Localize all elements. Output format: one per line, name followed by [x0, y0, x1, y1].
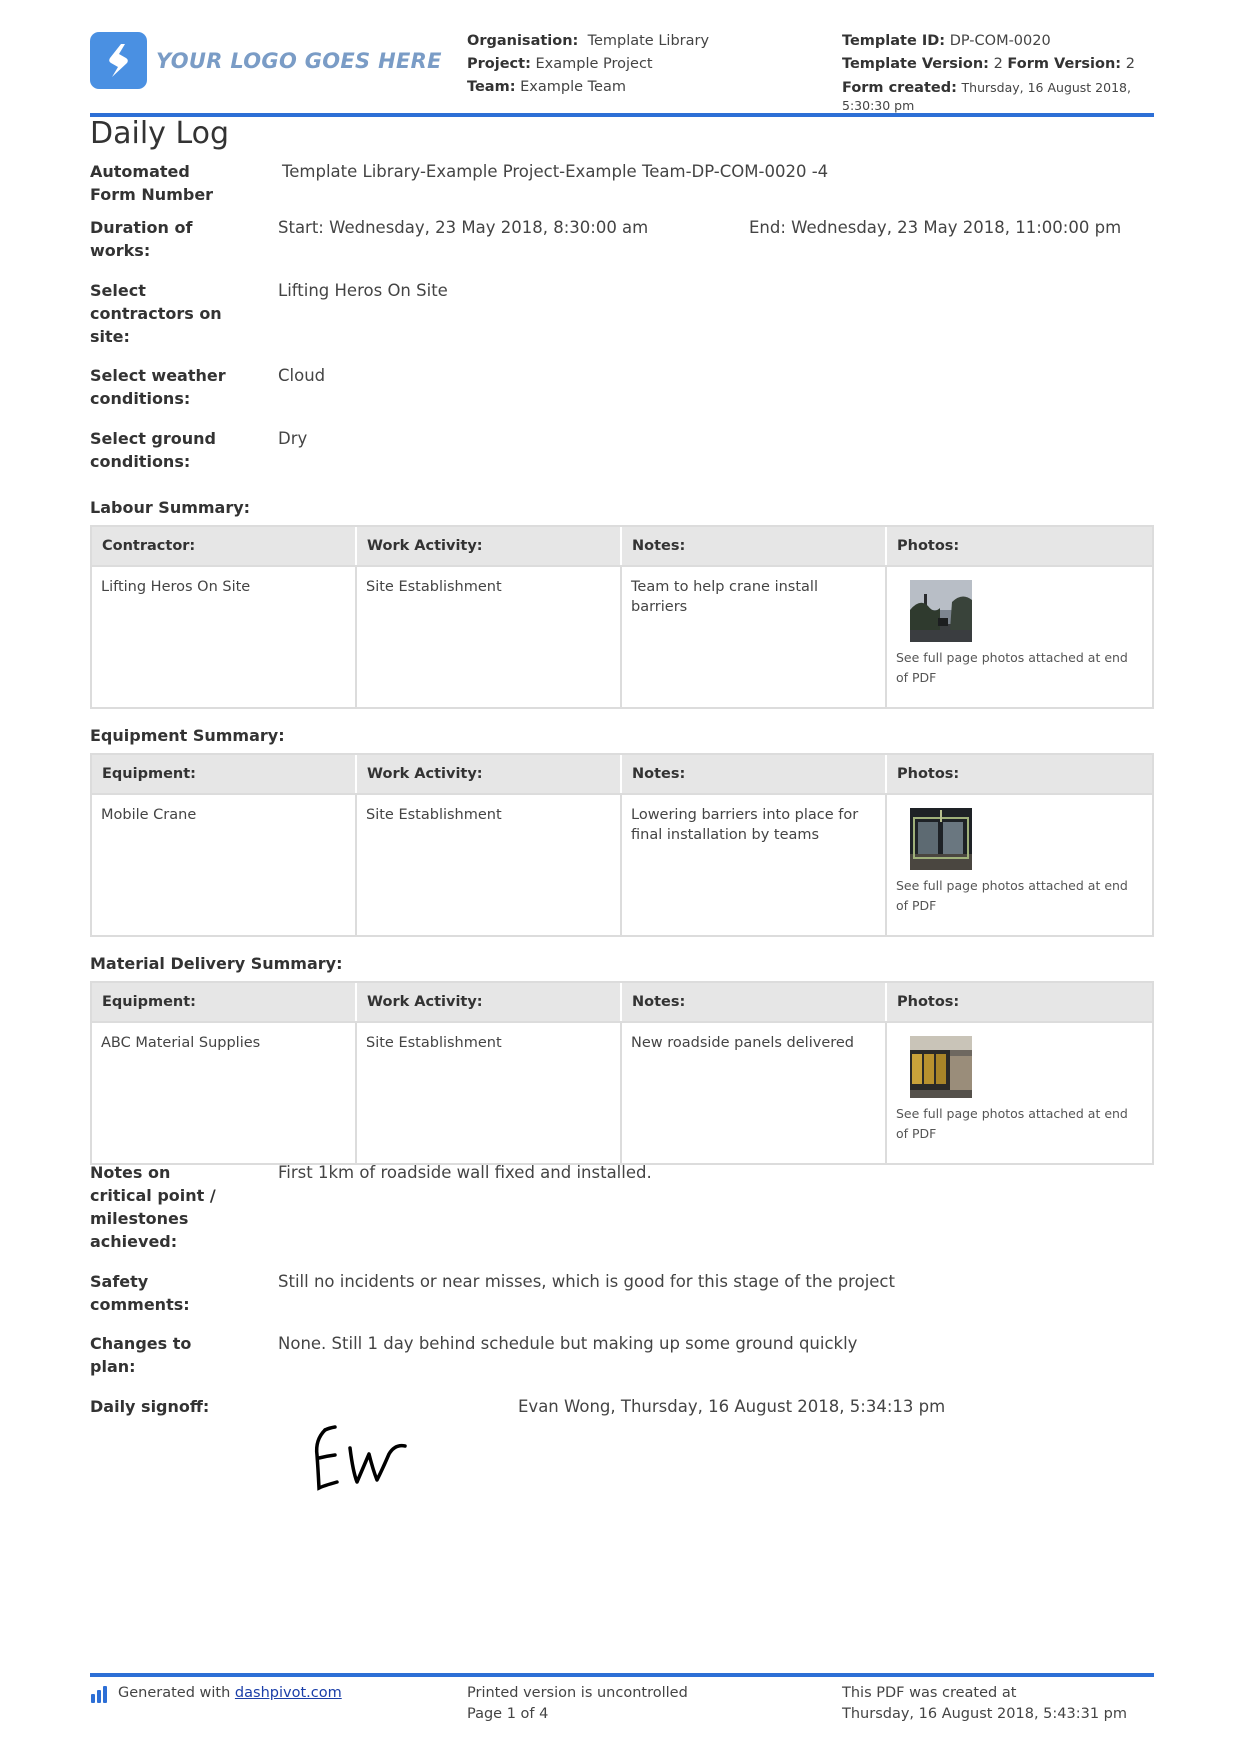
weather-label: Select weather conditions: — [90, 366, 226, 408]
form-number-label: Automated Form Number — [90, 162, 214, 204]
column-header: Photos: — [887, 527, 1152, 565]
form-number-value: Template Library-Example Project-Example Team-DP-COM-0020 -4 — [282, 162, 829, 181]
ground-value: Dry — [278, 429, 308, 448]
duration-label: Duration of works: — [90, 218, 193, 260]
page-header — [90, 28, 1154, 116]
column-header: Photos: — [887, 755, 1152, 793]
printed-note: Printed version is uncontrolled — [467, 1685, 688, 1701]
column-header: Equipment: — [92, 983, 357, 1021]
column-header: Notes: — [622, 755, 887, 793]
table-cell: Site Establishment — [357, 565, 622, 707]
table-cell: New roadside panels delivered — [622, 1021, 887, 1163]
contractors-label: Select contractors on site: — [90, 281, 222, 346]
table-header-row — [92, 527, 1152, 565]
form-created-value: Thursday, 16 August 2018, 5:30:30 pm — [842, 80, 1131, 113]
column-header: Notes: — [622, 527, 887, 565]
team-label: Team: — [467, 79, 516, 95]
column-header: Work Activity: — [357, 755, 622, 793]
equipment-summary-title: Equipment Summary: — [90, 726, 285, 745]
labour-summary-title: Labour Summary: — [90, 498, 251, 517]
column-header: Work Activity: — [357, 983, 622, 1021]
weather-value: Cloud — [278, 366, 326, 385]
column-header: Equipment: — [92, 755, 357, 793]
logo-icon — [90, 32, 147, 89]
photo-note: See full page photos attached at end of PDF — [896, 650, 1128, 685]
table-cell: Team to help crane install barriers — [622, 565, 887, 707]
site-photo-thumbnail[interactable] — [910, 580, 972, 642]
pdf-created-label: This PDF was created at — [842, 1685, 1017, 1701]
table-cell: Site Establishment — [357, 1021, 622, 1163]
footer-rule — [90, 1673, 1154, 1677]
safety-label: Safety comments: — [90, 1272, 190, 1314]
photo-note: See full page photos attached at end of PDF — [896, 878, 1128, 913]
organisation-value: Template Library — [587, 33, 710, 49]
signature-image — [305, 1410, 445, 1510]
form-created-label: Form created: — [842, 80, 957, 96]
table-header-row — [92, 983, 1152, 1021]
material-summary-title: Material Delivery Summary: — [90, 954, 343, 973]
column-header: Photos: — [887, 983, 1152, 1021]
form-version-label: Form Version: — [1007, 56, 1122, 72]
labour-summary-table — [90, 525, 1154, 709]
signoff-label: Daily signoff: — [90, 1397, 210, 1416]
table-cell: Lifting Heros On Site — [92, 565, 357, 707]
footer-print-info — [467, 1683, 688, 1725]
table-header-row — [92, 755, 1152, 793]
template-version-label: Template Version: — [842, 56, 989, 72]
duration-start: Start: Wednesday, 23 May 2018, 8:30:00 am — [278, 218, 649, 237]
column-header: Work Activity: — [357, 527, 622, 565]
template-id-value: DP-COM-0020 — [949, 33, 1051, 49]
table-cell: Mobile Crane — [92, 793, 357, 935]
table-cell: Site Establishment — [357, 793, 622, 935]
equipment-summary-table — [90, 753, 1154, 937]
photos-cell — [887, 793, 1152, 935]
project-value: Example Project — [535, 56, 653, 72]
template-version-value: 2 — [993, 56, 1003, 72]
page-title: Daily Log — [90, 116, 230, 151]
header-template-info — [842, 30, 1154, 115]
milestones-value: First 1km of roadside wall fixed and installed. — [278, 1163, 652, 1182]
project-label: Project: — [467, 56, 531, 72]
footer-pdf-info — [842, 1683, 1127, 1725]
team-value: Example Team — [520, 79, 626, 95]
page-number: Page 1 of 4 — [467, 1706, 549, 1722]
photos-cell — [887, 565, 1152, 707]
duration-end: End: Wednesday, 23 May 2018, 11:00:00 pm — [749, 218, 1122, 237]
page — [90, 0, 1154, 1754]
material-summary-table — [90, 981, 1154, 1165]
table-cell: ABC Material Supplies — [92, 1021, 357, 1163]
logo-text: YOUR LOGO GOES HERE — [156, 48, 442, 73]
organisation-label: Organisation: — [467, 33, 579, 49]
panels-photo-thumbnail[interactable] — [910, 1036, 972, 1098]
ground-label: Select ground conditions: — [90, 429, 216, 471]
footer-generated — [90, 1683, 342, 1704]
column-header: Contractor: — [92, 527, 357, 565]
photos-cell — [887, 1021, 1152, 1163]
contractors-value: Lifting Heros On Site — [278, 281, 448, 300]
generated-text: Generated with — [118, 1685, 231, 1701]
logo — [90, 32, 442, 89]
pdf-created-value: Thursday, 16 August 2018, 5:43:31 pm — [842, 1706, 1128, 1722]
safety-value: Still no incidents or near misses, which is good for this stage of the project — [278, 1272, 895, 1291]
changes-value: None. Still 1 day behind schedule but making up some ground quickly — [278, 1334, 858, 1353]
changes-label: Changes to plan: — [90, 1334, 192, 1376]
photo-note: See full page photos attached at end of PDF — [896, 1106, 1128, 1141]
table-cell: Lowering barriers into place for final installation by teams — [622, 793, 887, 935]
dashpivot-icon — [90, 1685, 112, 1703]
header-organisation-info — [467, 30, 709, 99]
template-id-label: Template ID: — [842, 33, 946, 49]
table-row — [92, 565, 1152, 707]
dashpivot-link[interactable]: dashpivot.com — [234, 1685, 342, 1701]
table-row — [92, 793, 1152, 935]
crane-photo-thumbnail[interactable] — [910, 808, 972, 870]
table-row — [92, 1021, 1152, 1163]
signoff-value: Evan Wong, Thursday, 16 August 2018, 5:34:13 pm — [518, 1397, 946, 1416]
header-rule — [90, 113, 1154, 117]
milestones-label: Notes on critical point / milestones achieved: — [90, 1163, 216, 1251]
column-header: Notes: — [622, 983, 887, 1021]
form-version-value: 2 — [1125, 56, 1135, 72]
